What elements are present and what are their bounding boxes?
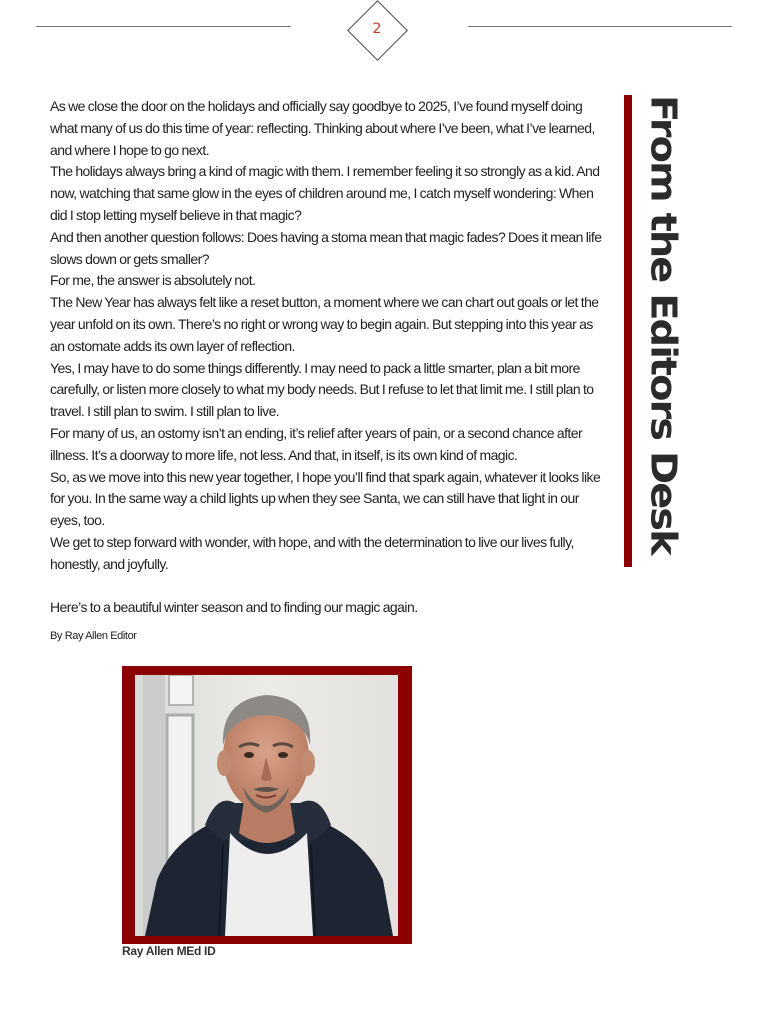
article-paragraph: And then another question follows: Does having a stoma mean that magic fades? Does it mean life slows down or gets smaller? [50,228,602,267]
header-rule-right [468,26,732,27]
article-paragraph: As we close the door on the holidays and officially say goodbye to 2025, I’ve found myself doing what many of us do this time of year: reflecting. Thinking about where I’ve been, what I’ve learned, and where I hope to go next. [50,98,595,158]
article-body [50,96,610,619]
editor-portrait-illustration [135,675,398,936]
sidebar-accent-bar [624,95,632,567]
article-paragraph: For me, the answer is absolutely not. [50,272,256,289]
header-rule-left [36,26,291,27]
article-paragraph: Yes, I may have to do some things differently. I may need to pack a little smarter, plan a bit more carefully, or listen more closely to what my body needs. But I refuse to let that limit me. I still plan to travel. I still plan to swim. I still plan to live. [50,359,594,420]
article-paragraph: The holidays always bring a kind of magic with them. I remember feeling it so strongly as a kid. And now, watching that same glow in the eyes of children around me, I catch myself wondering: When did I stop letting myself believe in that magic? [50,163,600,223]
article-paragraph: The New Year has always felt like a reset button, a moment where we can chart out goals or let the year unfold on its own. There’s no right or wrong way to begin again. But stepping into this year as an ostomate adds its own layer of reflection. [50,294,599,354]
article-paragraph: For many of us, an ostomy isn’t an ending, it’s relief after years of pain, or a second chance after illness. It’s a doorway to more life, not less. And that, in itself, is its own kind of magic. [50,424,583,463]
byline: By Ray Allen Editor [50,630,137,642]
photo-caption: Ray Allen MEd ID [122,944,216,958]
editor-photo-frame [122,666,412,944]
editor-portrait-photo [135,675,398,936]
page-number: 2 [372,21,382,37]
article-paragraph: We get to step forward with wonder, with hope, and with the determination to live our lives fully, honestly, and joyfully. [50,533,574,572]
section-title: From the Editors Desk [642,95,684,554]
article-closing: Here’s to a beautiful winter season and to finding our magic again. [50,599,418,616]
article-paragraph: So, as we move into this new year together, I hope you’ll find that spark again, whatever it looks like for you. In the same way a child lights up when they see Santa, we can still have that light in our eyes, too. [50,468,601,529]
